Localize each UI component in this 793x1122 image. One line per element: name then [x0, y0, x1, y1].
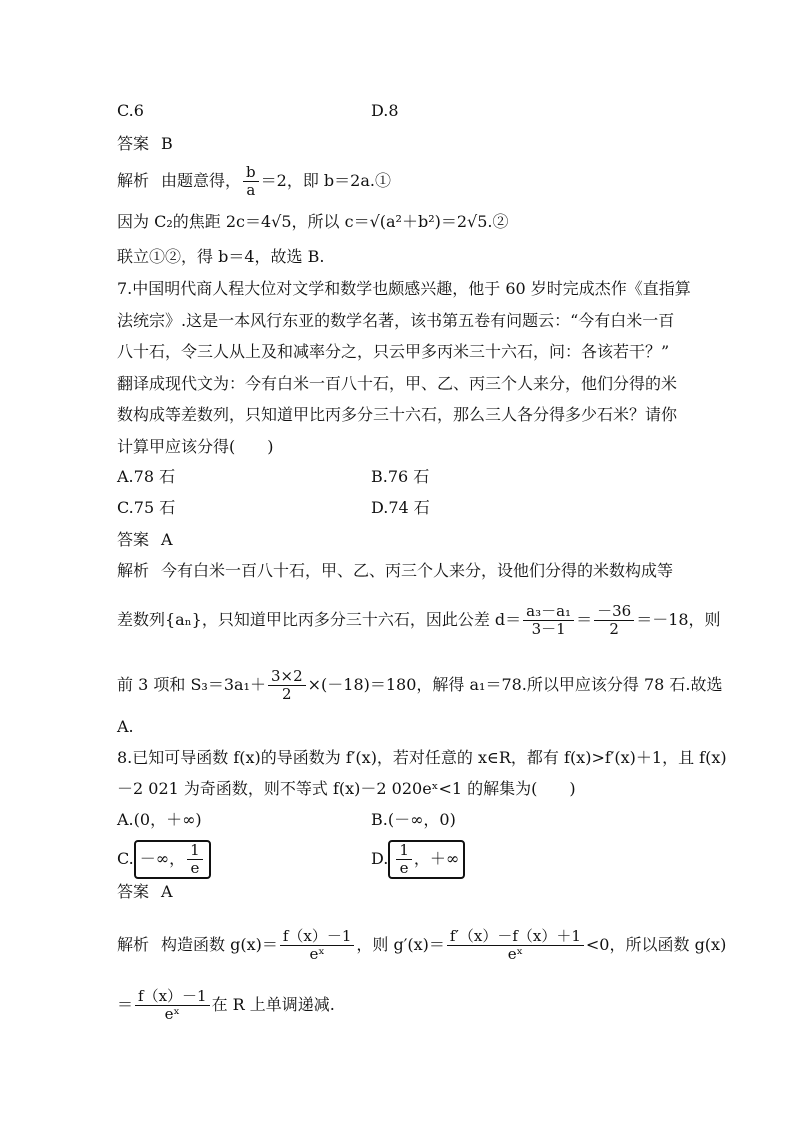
- option-c: C.6: [117, 101, 144, 120]
- option-d: D.74 石: [371, 498, 430, 517]
- analysis-line: [117, 164, 391, 199]
- analysis-label: 解析: [117, 935, 150, 954]
- analysis-line: [117, 928, 726, 963]
- analysis-line: [117, 668, 723, 703]
- answer-label: 答案: [117, 134, 150, 153]
- answer-value: B: [161, 134, 173, 153]
- answer-label: 答案: [117, 530, 150, 549]
- analysis-text: 今有白米一百八十石，甲、乙、丙三个人来分，设他们分得的米数构成等: [161, 561, 674, 580]
- analysis-line: [117, 561, 673, 581]
- analysis-line: [117, 988, 335, 1023]
- interval-bracket: －∞， $\frac{1}{e}$: [134, 840, 211, 879]
- option-d: D.8: [371, 101, 399, 120]
- answer-row: [117, 530, 173, 550]
- analysis-label: 解析: [117, 171, 150, 190]
- question-line: 数构成等差数列，只知道甲比丙多分三十六石，那么三人各分得多少石米？请你: [117, 405, 678, 424]
- interval-bracket: $\frac{1}{e}$ ，＋∞: [388, 840, 465, 879]
- fraction: $\frac{f(x)-1}{\text{eˣ}}$: [135, 988, 210, 1023]
- option-b: B.(－∞，0): [371, 810, 456, 829]
- fraction: $\frac{\text{a₃－a₁}}{3-1}$: [523, 603, 574, 638]
- question-line: 计算甲应该分得( ): [117, 437, 274, 456]
- question-line: 法统宗》.这是一本风行东亚的数学名著，该书第五卷有问题云：“今有白米一百: [117, 311, 675, 330]
- analysis-text: <0，所以函数 g(x): [585, 935, 727, 954]
- analysis-text: ＝2，即 b＝2a.①: [260, 171, 391, 190]
- analysis-text: 构造函数 g(x)＝: [161, 935, 278, 954]
- option-c: C.75 石: [117, 498, 176, 517]
- fraction: $\frac{f(x)-1}{\text{eˣ}}$: [280, 928, 355, 963]
- analysis-line: A.: [117, 717, 134, 736]
- analysis-label: 解析: [117, 561, 150, 580]
- option-c: C. －∞， $\frac{1}{e}$: [117, 840, 211, 879]
- answer-value: A: [161, 530, 173, 549]
- analysis-text: 在 R 上单调递减.: [211, 995, 335, 1014]
- analysis-line: 差数列{aₙ}，只知道甲比丙多分三十六石，因此公差 d＝ $\frac{\text{a₃－a₁}}{3-1}$ ＝ $\frac{-36}{2}$ ＝－18，则: [117, 602, 721, 638]
- question-line: －2 021 为奇函数，则不等式 f(x)－2 020eˣ<1 的解集为( ): [117, 779, 576, 798]
- analysis-line: 因为 C₂的焦距 2c＝4√5，所以 c＝√(a²＋b²)＝2√5.②: [117, 212, 509, 231]
- question-line: 7.中国明代商人程大位对文学和数学也颇感兴趣，他于 60 岁时完成杰作《直指算: [117, 279, 691, 298]
- fraction: $\frac{b}{a}$: [243, 164, 259, 199]
- fraction: $\frac{-36}{2}$: [594, 603, 634, 638]
- answer-label: 答案: [117, 882, 150, 901]
- analysis-line: 联立①②，得 b＝4，故选 B.: [117, 247, 325, 266]
- option-a: A.(0，＋∞): [117, 810, 202, 829]
- answer-row: [117, 882, 173, 902]
- option-b: B.76 石: [371, 467, 430, 486]
- analysis-text: 由题意得，: [161, 171, 242, 190]
- answer-row: [117, 134, 173, 154]
- question-line: 8.已知可导函数 f(x)的导函数为 f′(x)，若对任意的 x∈R，都有 f(x)>f′(x)＋1，且 f(x): [117, 748, 727, 767]
- fraction: $\frac{f'(x)-f(x)+1}{\text{eˣ}}$: [447, 928, 584, 963]
- analysis-text: ×(－18)＝180，解得 a₁＝78.所以甲应该分得 78 石.故选: [307, 675, 723, 694]
- analysis-text: ＝－18，则: [636, 610, 721, 629]
- analysis-text: ＝: [117, 995, 134, 1014]
- analysis-text: ，则 g′(x)＝: [356, 935, 445, 954]
- option-d: D. $\frac{1}{e}$ ，＋∞: [371, 840, 465, 879]
- fraction: $\frac{3\times 2}{2}$: [268, 668, 306, 703]
- option-a: A.78 石: [117, 467, 176, 486]
- question-line: 翻译成现代文为：今有白米一百八十石，甲、乙、丙三个人来分，他们分得的米: [117, 374, 678, 393]
- answer-value: A: [161, 882, 173, 901]
- question-line: 八十石，令三人从上及和减率分之，只云甲多丙米三十六石，问：各该若干？”: [117, 342, 670, 361]
- analysis-text: 差数列{aₙ}，只知道甲比丙多分三十六石，因此公差 d＝: [117, 610, 522, 629]
- analysis-text: 前 3 项和 S₃＝3a₁＋: [117, 675, 266, 694]
